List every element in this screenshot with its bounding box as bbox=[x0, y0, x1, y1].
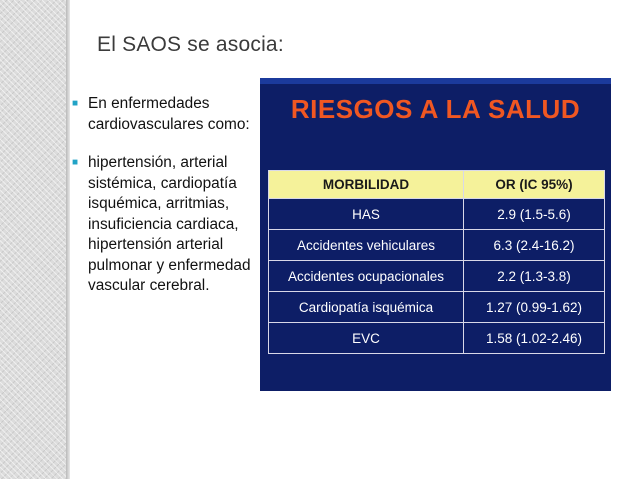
header-morbilidad: MORBILIDAD bbox=[269, 171, 464, 199]
cell-morbilidad: HAS bbox=[269, 199, 464, 230]
table-row bbox=[269, 292, 605, 323]
risk-table bbox=[268, 170, 605, 354]
cell-or: 2.9 (1.5-5.6) bbox=[464, 199, 605, 230]
panel-top-strip bbox=[260, 78, 611, 84]
header-or: OR (IC 95%) bbox=[464, 171, 605, 199]
table-row bbox=[269, 230, 605, 261]
slide-title: El SAOS se asocia: bbox=[97, 33, 284, 56]
cell-or: 1.27 (0.99-1.62) bbox=[464, 292, 605, 323]
table-heading: RIESGOS A LA SALUD bbox=[290, 94, 581, 124]
bullet-list bbox=[72, 94, 262, 297]
bullet-icon: ■ bbox=[72, 157, 79, 168]
decorative-left-band bbox=[0, 0, 66, 479]
cell-or: 1.58 (1.02-2.46) bbox=[464, 323, 605, 354]
bullet-item bbox=[72, 94, 262, 135]
cell-or: 6.3 (2.4-16.2) bbox=[464, 230, 605, 261]
table-row bbox=[269, 261, 605, 292]
cell-morbilidad: Accidentes ocupacionales bbox=[269, 261, 464, 292]
cell-morbilidad: Accidentes vehiculares bbox=[269, 230, 464, 261]
cell-or: 2.2 (1.3-3.8) bbox=[464, 261, 605, 292]
bullet-icon: ■ bbox=[72, 98, 79, 109]
bullet-text: hipertensión, arterial sistémica, cardiopatía isquémica, arritmias, insuficiencia cardiaca, hipertensión arterial pulmonar y enfermedad vascular cerebral. bbox=[88, 154, 251, 294]
table-row bbox=[269, 323, 605, 354]
table-row bbox=[269, 199, 605, 230]
cell-morbilidad: EVC bbox=[269, 323, 464, 354]
table-header-row bbox=[269, 171, 605, 199]
left-band-edge bbox=[66, 0, 70, 479]
bullet-text: En enfermedades cardiovasculares como: bbox=[88, 95, 250, 133]
cell-morbilidad: Cardiopatía isquémica bbox=[269, 292, 464, 323]
risk-table-panel bbox=[260, 78, 611, 391]
bullet-item bbox=[72, 153, 262, 297]
